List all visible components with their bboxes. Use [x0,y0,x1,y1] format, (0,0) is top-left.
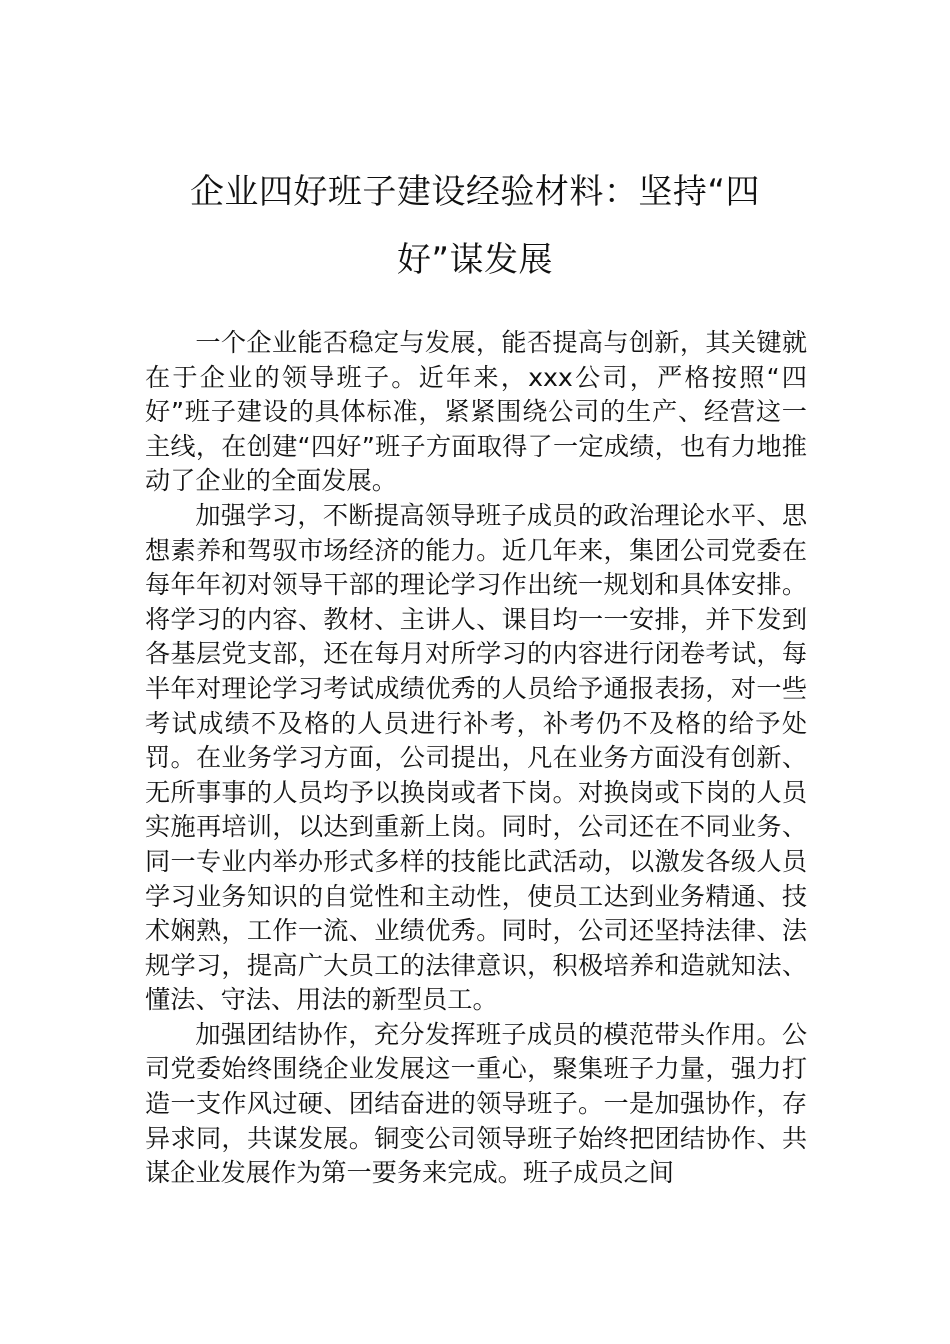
paragraph-study: 加强学习，不断提高领导班子成员的政治理论水平、思想素养和驾驭市场经济的能力。近几年来，集团公司党委在每年年初对领导干部的理论学习作出统一规划和具体安排。将学习的内容、教材、主讲人、课目均一一安排，并下发到各基层党支部，还在每月对所学习的内容进行闭卷考试，每半年对理论学习考试成绩优秀的人员给予通报表扬，对一些考试成绩不及格的人员进行补考，补考仍不及格的给予处罚。在业务学习方面，公司提出，凡在业务方面没有创新、无所事事的人员均予以换岗或者下岗。对换岗或下岗的人员实施再培训，以达到重新上岗。同时，公司还在不同业务、同一专业内举办形式多样的技能比武活动，以激发各级人员学习业务知识的自觉性和主动性，使员工达到业务精通、技术娴熟，工作一流、业绩优秀。同时，公司还坚持法律、法规学习，提高广大员工的法律意识，积极培养和造就知法、懂法、守法、用法的新型员工。 [145,500,807,1015]
document-body [145,326,807,1191]
paragraph-teamwork: 加强团结协作，充分发挥班子成员的模范带头作用。公司党委始终围绕企业发展这一重心，聚集班子力量，强力打造一支作风过硬、团结奋进的领导班子。一是加强协作，存异求同，共谋发展。铜变公司领导班子始终把团结协作、共谋企业发展作为第一要务来完成。班子成员之间 [145,1019,807,1188]
document-title: 企业四好班子建设经验材料：坚持“四好”谋发展 [189,172,761,280]
paragraph-intro: 一个企业能否稳定与发展，能否提高与创新，其关键就在于企业的领导班子。近年来，xxx公司，严格按照“四好”班子建设的具体标准，紧紧围绕公司的生产、经营这一主线，在创建“四好”班子方面取得了一定成绩，也有力地推动了企业的全面发展。 [145,328,807,496]
